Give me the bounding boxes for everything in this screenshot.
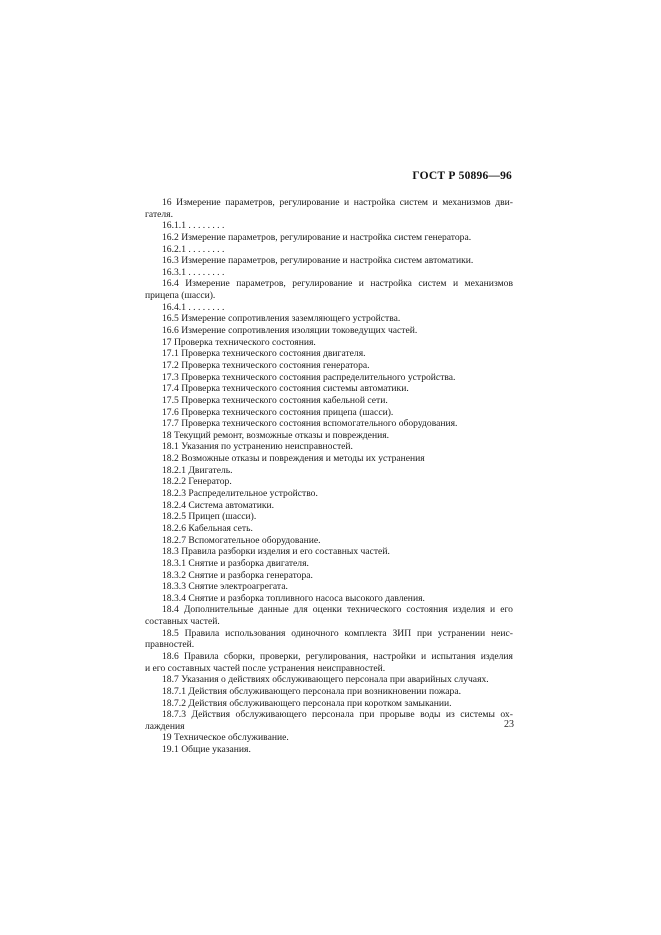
document-line bbox=[145, 197, 513, 209]
document-line: 18.2 Возможные отказы и повреждения и методы их устранения bbox=[162, 453, 425, 465]
document-line: 17.1 Проверка технического состояния двигателя. bbox=[162, 348, 366, 360]
document-line: 19.1 Общие указания. bbox=[162, 744, 251, 756]
word: персонала bbox=[312, 709, 354, 721]
document-line: 18.2.2 Генератор. bbox=[162, 476, 232, 488]
word: технического bbox=[346, 604, 402, 616]
word: неис- bbox=[490, 627, 513, 639]
document-line bbox=[145, 651, 513, 663]
document-line: 16.3.1 . . . . . . . . bbox=[162, 266, 225, 278]
word: при bbox=[359, 709, 375, 721]
document-line: 17 Проверка технического состояния. bbox=[162, 336, 316, 348]
document-line: 18.2.5 Прицеп (шасси). bbox=[162, 511, 257, 523]
document-line: 17.4 Проверка технического состояния системы автоматики. bbox=[162, 383, 409, 395]
document-line: 16.4.1 . . . . . . . . bbox=[162, 301, 225, 313]
document-line: 18.2.7 Вспомогательное оборудование. bbox=[162, 534, 321, 546]
document-line: прицепа (шасси). bbox=[145, 290, 216, 302]
word: и bbox=[421, 650, 427, 662]
word: оценки bbox=[312, 604, 342, 616]
word: ох- bbox=[500, 709, 513, 721]
word: 18.7.3 bbox=[162, 709, 186, 721]
document-line: 18.3.4 Снятие и разборка топливного насоса высокого давления. bbox=[162, 592, 425, 604]
word: и bbox=[358, 278, 364, 290]
document-line: 16.2 Измерение параметров, регулирование и настройка систем генератора. bbox=[162, 231, 472, 243]
word: сборки, bbox=[223, 650, 255, 662]
document-line: 18.3.3 Снятие электроагрегата. bbox=[162, 581, 288, 593]
word: Действия bbox=[191, 709, 231, 721]
word: использования bbox=[225, 627, 286, 639]
word: регулирование bbox=[279, 197, 340, 208]
document-line: 16.5 Измерение сопротивления заземляющего устройства. bbox=[162, 313, 401, 325]
word: из bbox=[445, 709, 455, 721]
table-of-contents-body bbox=[145, 197, 513, 756]
word: Правила bbox=[183, 650, 219, 662]
word: прорыве bbox=[379, 709, 415, 721]
word: воды bbox=[420, 709, 441, 721]
word: регулирование bbox=[292, 278, 353, 290]
document-line: и его составных частей после устранения неисправностей. bbox=[145, 662, 386, 674]
word: систем bbox=[399, 197, 428, 208]
word: и bbox=[490, 604, 496, 616]
document-line: 17.2 Проверка технического состояния генератора. bbox=[162, 359, 370, 371]
word: испытания bbox=[431, 650, 476, 662]
document-line bbox=[145, 604, 513, 616]
document-line bbox=[145, 278, 513, 290]
document-line: 18.3.2 Снятие и разборка генератора. bbox=[162, 569, 313, 581]
word: комплекта bbox=[344, 627, 387, 639]
word: механизмов bbox=[442, 197, 491, 208]
document-line: составных частей. bbox=[145, 616, 220, 628]
document-line: 16.1.1 . . . . . . . . bbox=[162, 220, 225, 232]
word: 18.4 bbox=[162, 604, 179, 616]
word: и bbox=[432, 197, 438, 208]
document-line bbox=[145, 709, 513, 721]
word: и bbox=[344, 197, 350, 208]
word: дви- bbox=[495, 197, 513, 208]
word: систем bbox=[418, 278, 447, 290]
document-line: правностей. bbox=[145, 639, 195, 651]
word: Правила bbox=[184, 627, 220, 639]
word: Дополнительные bbox=[183, 604, 254, 616]
document-line: 18.3.1 Снятие и разборка двигателя. bbox=[162, 557, 309, 569]
document-line: 17.3 Проверка технического состояния распределительного устройства. bbox=[162, 371, 456, 383]
word: одиночного bbox=[291, 627, 339, 639]
document-header-standard-number: ГОСТ Р 50896—96 bbox=[412, 170, 512, 182]
document-line: лаждения bbox=[145, 720, 185, 732]
word: механизмов bbox=[464, 278, 513, 290]
document-line: 16.2.1 . . . . . . . . bbox=[162, 243, 225, 255]
word: настройки bbox=[373, 650, 416, 662]
word: 18.6 bbox=[162, 650, 179, 662]
document-line: 19 Техническое обслуживание. bbox=[162, 732, 289, 744]
word: устранении bbox=[437, 627, 486, 639]
word: Измерение bbox=[185, 278, 230, 290]
word: настройка bbox=[370, 278, 412, 290]
word: обслуживающего bbox=[235, 709, 307, 721]
document-line: 18.2.1 Двигатель. bbox=[162, 464, 233, 476]
word: 16.4 bbox=[162, 278, 179, 290]
document-line: 18.7.2 Действия обслуживающего персонала при коротком замыкании. bbox=[162, 697, 452, 709]
word: проверки, bbox=[260, 650, 301, 662]
word: изделия bbox=[452, 604, 486, 616]
document-line: 16.3 Измерение параметров, регулирование и настройка систем автоматики. bbox=[162, 255, 474, 267]
document-line: 18.7 Указания о действиях обслуживающего персонала при аварийных случаях. bbox=[162, 674, 489, 686]
word: ЗИП bbox=[392, 627, 412, 639]
document-line: 18.2.3 Распределительное устройство. bbox=[162, 488, 318, 500]
document-line: 18.2.4 Система автоматики. bbox=[162, 499, 275, 511]
word: состояния bbox=[406, 604, 448, 616]
document-line: 18.1 Указания по устранению неисправностей. bbox=[162, 441, 353, 453]
word: его bbox=[500, 604, 513, 616]
word: параметров, bbox=[225, 197, 275, 208]
word: Измерение bbox=[176, 197, 221, 208]
word: 16 bbox=[162, 197, 172, 208]
word: 18.5 bbox=[162, 627, 179, 639]
word: изделия bbox=[480, 650, 513, 662]
document-line: 18.7.1 Действия обслуживающего персонала при возникновении пожара. bbox=[162, 685, 461, 697]
document-line: 16.6 Измерение сопротивления изоляции токоведущих частей. bbox=[162, 325, 418, 337]
word: системы bbox=[460, 709, 495, 721]
document-line: 18.3 Правила разборки изделия и его составных частей. bbox=[162, 546, 390, 558]
word: параметров, bbox=[236, 278, 286, 290]
word: при bbox=[417, 627, 433, 639]
document-line: 17.5 Проверка технического состояния кабельной сети. bbox=[162, 394, 388, 406]
word: регулирования, bbox=[305, 650, 369, 662]
document-line: 18 Текущий ремонт, возможные отказы и повреждения. bbox=[162, 429, 390, 441]
word: данные bbox=[258, 604, 289, 616]
word: настройка bbox=[353, 197, 396, 208]
document-line bbox=[145, 628, 513, 640]
document-line: гателя. bbox=[145, 208, 173, 220]
document-line: 17.6 Проверка технического состояния прицепа (шасси). bbox=[162, 406, 394, 418]
word: для bbox=[293, 604, 308, 616]
page-number: 23 bbox=[504, 719, 514, 730]
document-line: 17.7 Проверка технического состояния вспомогательного оборудования. bbox=[162, 418, 458, 430]
document-line: 18.2.6 Кабельная сеть. bbox=[162, 522, 253, 534]
word: и bbox=[452, 278, 459, 290]
